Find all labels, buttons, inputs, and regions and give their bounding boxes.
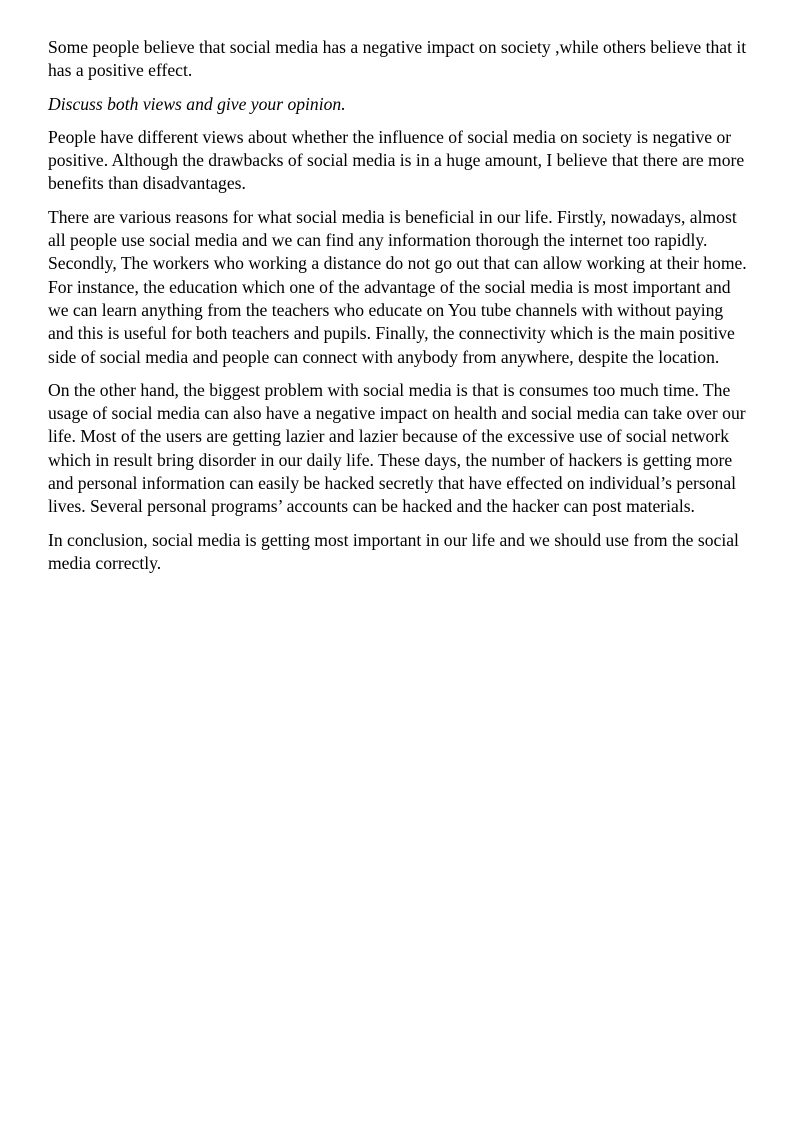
essay-prompt: Some people believe that social media has a negative impact on society ,while others believe that it has a positive effect.: [48, 37, 747, 81]
essay-instruction: Discuss both views and give your opinion.: [48, 93, 346, 114]
paragraph-conclusion: In conclusion, social media is getting most important in our life and we should use from the social media correctly.: [48, 529, 739, 573]
essay-document: [48, 36, 748, 585]
paragraph-drawbacks: On the other hand, the biggest problem with social media is that is consumes too much time. The usage of social media can also have a negative impact on health and social media can take over our life. Most of the users are getting lazier and lazier because of the excessive use of social network which in result bring disorder in our daily life. These days, the number of hackers is getting more and personal information can easily be hacked secretly that have effected on individual’s personal lives. Several personal programs’ accounts can be hacked and the hacker can post materials.: [48, 379, 746, 517]
paragraph-benefits: There are various reasons for what social media is beneficial in our life. Firstly, nowadays, almost all people use social media and we can find any information thorough the internet too rapidly. Secondly, The workers who working a distance do not go out that can allow working at their home. For instance, the education which one of the advantage of the social media is most important and we can learn anything from the teachers who educate on You tube channels with without paying and this is useful for both teachers and pupils. Finally, the connectivity which is the main positive side of social media and people can connect with anybody from anywhere, despite the location.: [48, 206, 747, 367]
paragraph-introduction: People have different views about whether the influence of social media on society is negative or positive. Although the drawbacks of social media is in a huge amount, I believe that there are more benefits than disadvantages.: [48, 126, 745, 194]
